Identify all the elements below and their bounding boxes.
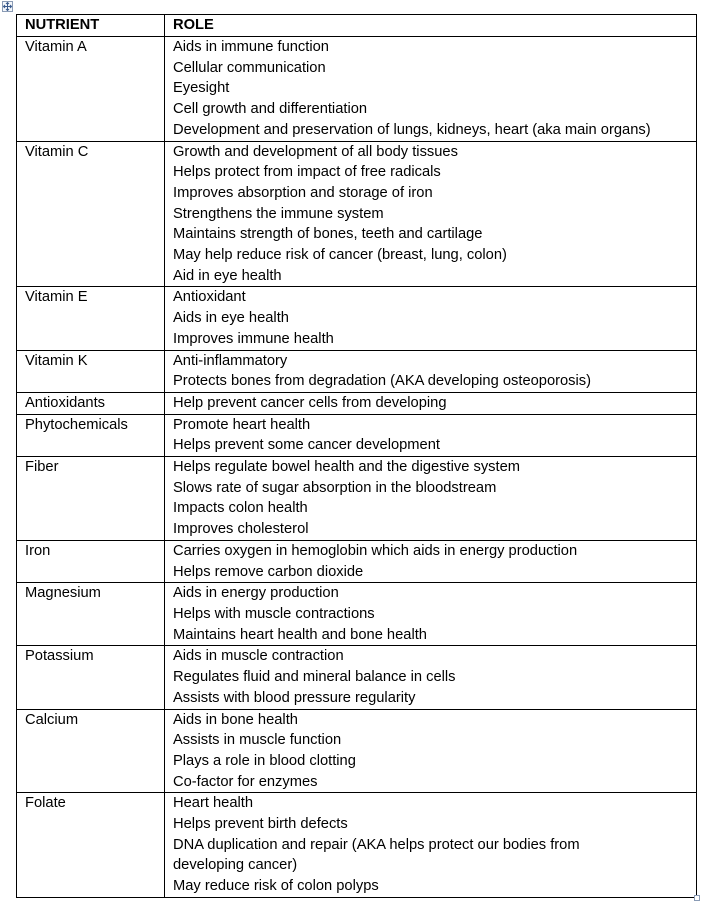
role-item: Assists with blood pressure regularity [173,689,416,706]
header-row [17,15,697,37]
role-item: DNA duplication and repair (AKA helps protect our bodies from [173,836,580,853]
role-item: Improves absorption and storage of iron [173,184,433,201]
role-item: May reduce risk of colon polyps [173,878,379,895]
role-item: Heart health [173,795,254,812]
nutrient-name-cell: Calcium [17,709,165,793]
role-item: Improves immune health [173,330,334,347]
role-cell [165,37,697,142]
role-item: Promote heart health [173,416,311,433]
table-row [17,287,697,350]
nutrient-name-cell: Phytochemicals [17,414,165,456]
role-item: Aid in eye health [173,267,282,284]
role-cell [165,141,697,287]
role-cell [165,414,697,456]
role-cell [165,709,697,793]
role-item: Growth and development of all body tissues [173,143,458,160]
table-row [17,540,697,582]
role-item: Development and preservation of lungs, kidneys, heart (aka main organs) [173,121,651,138]
table-row [17,709,697,793]
table-row [17,37,697,142]
role-cell [165,350,697,392]
header-role: ROLE [165,15,697,37]
role-item: Protects bones from degradation (AKA developing osteoporosis) [173,373,592,390]
nutrient-name-cell: Antioxidants [17,392,165,414]
nutrient-name-cell: Fiber [17,457,165,541]
role-item: Cellular communication [173,59,326,76]
role-item: Co-factor for enzymes [173,773,318,790]
role-item: Helps remove carbon dioxide [173,563,364,580]
nutrient-name-cell: Vitamin A [17,37,165,142]
table-row [17,414,697,456]
role-item: Anti-inflammatory [173,352,288,369]
role-item: Aids in bone health [173,711,298,728]
table-row [17,457,697,541]
header-nutrient: NUTRIENT [17,15,165,37]
table-row [17,392,697,414]
role-item: Carries oxygen in hemoglobin which aids in energy production [173,542,578,559]
role-item: Cell growth and differentiation [173,101,368,118]
role-cell [165,287,697,350]
move-arrows-icon [3,2,12,11]
table-row [17,583,697,646]
table-row [17,793,697,898]
role-item: Helps with muscle contractions [173,605,375,622]
nutrient-name-cell: Folate [17,793,165,898]
role-item: Strengthens the immune system [173,205,384,222]
nutrient-name-cell: Magnesium [17,583,165,646]
nutrient-name-cell: Vitamin K [17,350,165,392]
table-move-handle[interactable] [2,1,13,12]
table-row [17,141,697,287]
table-row [17,350,697,392]
role-cell [165,583,697,646]
role-item: Antioxidant [173,289,246,306]
role-cell [165,793,697,898]
role-item: Helps prevent some cancer development [173,437,440,454]
role-item: developing cancer) [173,857,298,874]
role-item: Eyesight [173,80,230,97]
nutrient-name-cell: Vitamin C [17,141,165,287]
nutrient-name-cell: Potassium [17,646,165,709]
role-item: Aids in energy production [173,585,339,602]
role-item: Improves cholesterol [173,521,309,538]
role-item: Maintains heart health and bone health [173,626,427,643]
role-item: Plays a role in blood clotting [173,752,356,769]
role-item: Helps prevent birth defects [173,816,348,833]
nutrient-name-cell: Vitamin E [17,287,165,350]
role-item: Aids in eye health [173,310,289,327]
role-item: Aids in muscle contraction [173,648,344,665]
nutrient-name-cell: Iron [17,540,165,582]
role-item: May help reduce risk of cancer (breast, lung, colon) [173,247,507,264]
role-cell [165,392,697,414]
role-item: Maintains strength of bones, teeth and cartilage [173,226,483,243]
table-resize-handle[interactable] [694,895,700,901]
table-body [17,37,697,898]
role-item: Helps regulate bowel health and the digestive system [173,459,520,476]
role-cell [165,457,697,541]
role-item: Slows rate of sugar absorption in the bloodstream [173,479,497,496]
nutrient-table [16,14,697,898]
role-item: Assists in muscle function [173,732,342,749]
role-item: Help prevent cancer cells from developing [173,394,447,411]
role-cell [165,540,697,582]
role-item: Aids in immune function [173,39,329,55]
role-item: Helps protect from impact of free radicals [173,164,441,181]
role-item: Regulates fluid and mineral balance in cells [173,669,456,686]
table-row [17,646,697,709]
role-item: Impacts colon health [173,500,308,517]
role-cell [165,646,697,709]
